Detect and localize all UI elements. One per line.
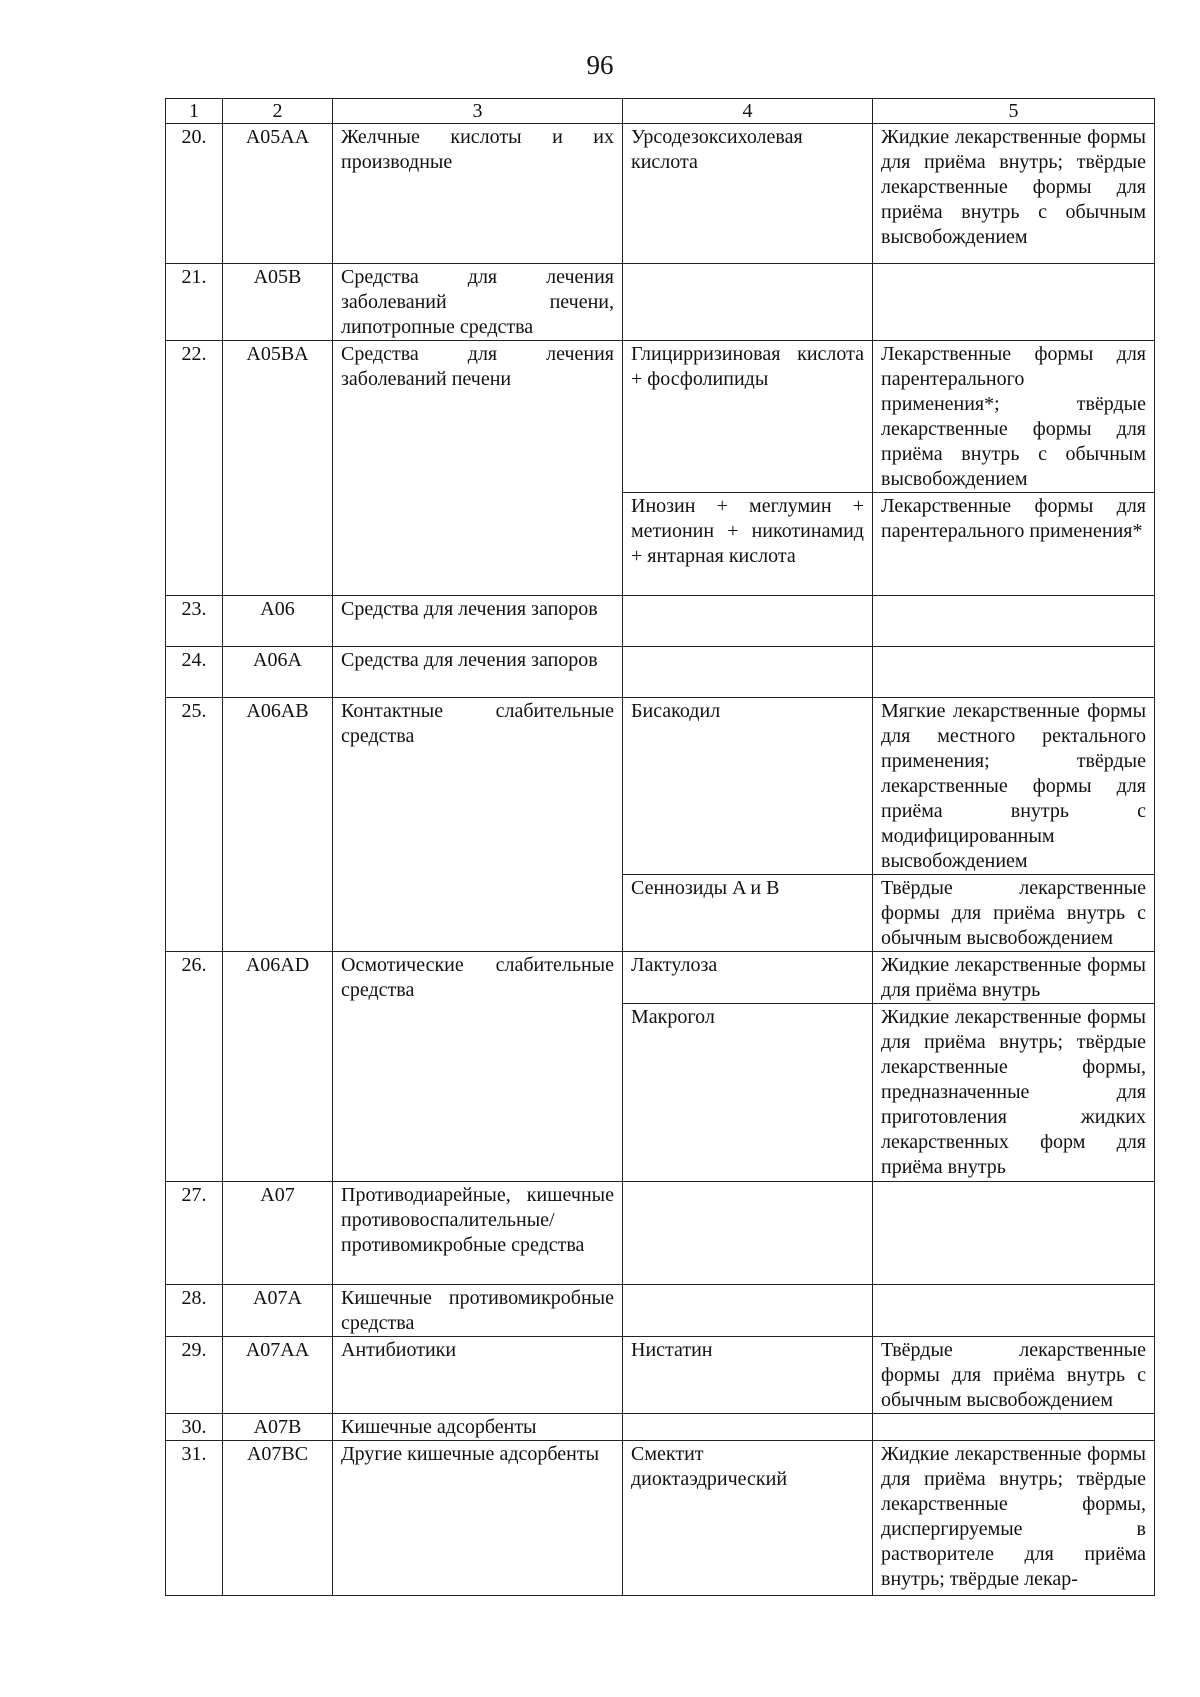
group-name: Средства для лечения заболеваний печени, липотропные средства [333, 264, 623, 341]
table-row [166, 1285, 1155, 1337]
row-number: 24. [166, 647, 223, 698]
page-number: 96 [586, 50, 614, 80]
table-row [166, 952, 1155, 1004]
dosage-form: Жидкие лекарственные формы для приёма внутрь [873, 952, 1155, 1004]
atc-code: A05BA [223, 341, 333, 596]
table-row [166, 341, 1155, 493]
atc-code: A06 [223, 596, 333, 647]
drug-name: Глицирризиновая кислота + фосфолипиды [623, 341, 873, 493]
atc-code: A05AA [223, 124, 333, 264]
dosage-form: Жидкие лекарственные формы для приёма внутрь; твёрдые лекарственные формы, предназначенные для приготовления жидких лекарственных форм для приёма внутрь [873, 1004, 1155, 1182]
dosage-form: Жидкие лекарственные формы для приёма внутрь; твёрдые лекарственные формы, диспергируемые в растворителе для приёма внутрь; твёрдые лекар- [873, 1441, 1155, 1596]
atc-code: A07 [223, 1182, 333, 1285]
header-cell: 3 [333, 99, 623, 124]
table-row [166, 264, 1155, 341]
row-number: 28. [166, 1285, 223, 1337]
table-row [166, 1337, 1155, 1414]
row-number: 31. [166, 1441, 223, 1596]
table-row [166, 1441, 1155, 1596]
dosage-form: Твёрдые лекарственные формы для приёма внутрь с обычным высвобождением [873, 1337, 1155, 1414]
dosage-form [873, 1285, 1155, 1337]
atc-code: A07A [223, 1285, 333, 1337]
group-name: Другие кишечные адсорбенты [333, 1441, 623, 1596]
drug-name: Бисакодил [623, 698, 873, 875]
drug-name: Инозин + меглумин + метионин + никотинамид + янтарная кислота [623, 493, 873, 596]
table-row [166, 1414, 1155, 1441]
atc-code: A07BC [223, 1441, 333, 1596]
atc-code: A06A [223, 647, 333, 698]
row-number: 25. [166, 698, 223, 952]
row-number: 27. [166, 1182, 223, 1285]
group-name: Осмотические слабительные средства [333, 952, 623, 1182]
group-name: Средства для лечения запоров [333, 596, 623, 647]
row-number: 22. [166, 341, 223, 596]
dosage-form: Мягкие лекарственные формы для местного ректального применения; твёрдые лекарственные формы для приёма внутрь с модифицированным высвобождением [873, 698, 1155, 875]
table-row [166, 647, 1155, 698]
drug-name [623, 264, 873, 341]
group-name: Кишечные противомикробные средства [333, 1285, 623, 1337]
dosage-form [873, 264, 1155, 341]
row-number: 23. [166, 596, 223, 647]
atc-code: A07AA [223, 1337, 333, 1414]
dosage-form [873, 596, 1155, 647]
drug-list-table [165, 98, 1155, 1596]
drug-name [623, 596, 873, 647]
drug-name: Смектит диоктаэдрический [623, 1441, 873, 1596]
group-name: Антибиотики [333, 1337, 623, 1414]
drug-name [623, 1414, 873, 1441]
drug-name [623, 1285, 873, 1337]
atc-code: A05B [223, 264, 333, 341]
dosage-form: Лекарственные формы для парентерального применения*; твёрдые лекарственные формы для приёма внутрь с обычным высвобождением [873, 341, 1155, 493]
header-cell: 4 [623, 99, 873, 124]
drug-name: Лактулоза [623, 952, 873, 1004]
atc-code: A06AD [223, 952, 333, 1182]
row-number: 30. [166, 1414, 223, 1441]
dosage-form: Жидкие лекарственные формы для приёма внутрь; твёрдые лекарственные формы для приёма внутрь с обычным высвобождением [873, 124, 1155, 264]
drug-name: Урсодезоксихолевая кислота [623, 124, 873, 264]
group-name: Желчные кислоты и их производные [333, 124, 623, 264]
drug-name: Нистатин [623, 1337, 873, 1414]
drug-name [623, 647, 873, 698]
group-name: Контактные слабительные средства [333, 698, 623, 952]
dosage-form [873, 1414, 1155, 1441]
header-cell: 2 [223, 99, 333, 124]
table-row [166, 124, 1155, 264]
drug-name [623, 1182, 873, 1285]
group-name: Средства для лечения запоров [333, 647, 623, 698]
drug-name: Макрогол [623, 1004, 873, 1182]
header-cell: 1 [166, 99, 223, 124]
drug-name: Сеннозиды A и B [623, 875, 873, 952]
group-name: Кишечные адсорбенты [333, 1414, 623, 1441]
dosage-form: Лекарственные формы для парентерального применения* [873, 493, 1155, 596]
row-number: 21. [166, 264, 223, 341]
atc-code: A06AB [223, 698, 333, 952]
table-row [166, 698, 1155, 875]
table-row [166, 596, 1155, 647]
dosage-form [873, 1182, 1155, 1285]
row-number: 20. [166, 124, 223, 264]
atc-code: A07B [223, 1414, 333, 1441]
dosage-form: Твёрдые лекарственные формы для приёма внутрь с обычным высвобождением [873, 875, 1155, 952]
dosage-form [873, 647, 1155, 698]
group-name: Противодиарейные, кишечные противовоспалительные/противомикробные средства [333, 1182, 623, 1285]
header-cell: 5 [873, 99, 1155, 124]
row-number: 29. [166, 1337, 223, 1414]
group-name: Средства для лечения заболеваний печени [333, 341, 623, 596]
row-number: 26. [166, 952, 223, 1182]
table-row [166, 1182, 1155, 1285]
table-header-row [166, 99, 1155, 124]
